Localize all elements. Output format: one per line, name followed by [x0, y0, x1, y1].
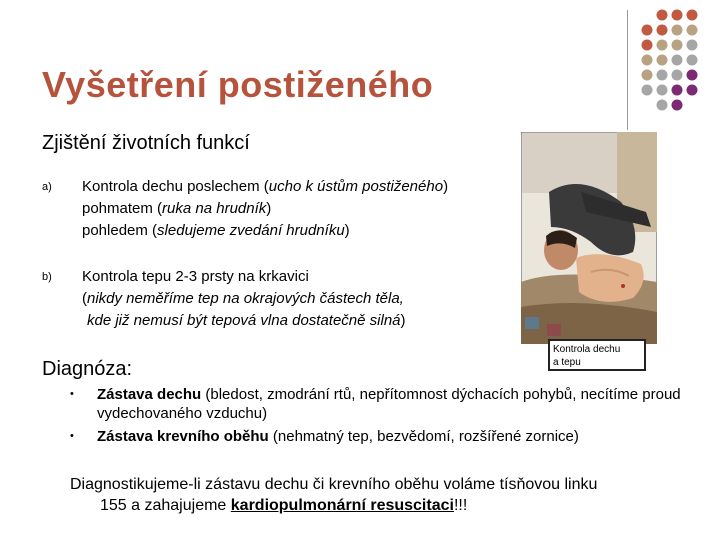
item-a-line-1: Kontrola dechu poslechem (ucho k ústům postiženého)	[82, 178, 449, 195]
decor-dot	[642, 40, 653, 51]
list-item: • Zástava dechu (bledost, zmodrání rtů, nepřítomnost dýchacích pohybů, necítíme proud vydechovaného vzduchu)	[70, 386, 681, 422]
item-b-line-1: Kontrola tepu 2-3 prsty na krkavici	[82, 268, 309, 285]
decor-dot	[672, 85, 683, 96]
item-b-line-3: kde již nemusí být tepová vlna dostatečně silná)	[87, 312, 406, 329]
cpr-photo	[521, 132, 657, 344]
decor-dot	[642, 25, 653, 36]
decor-dot	[672, 25, 683, 36]
list-item: • Zástava krevního oběhu (nehmatný tep, bezvědomí, rozšířené zornice)	[70, 428, 579, 445]
decor-dot	[687, 10, 698, 21]
decor-dot	[642, 55, 653, 66]
decor-dot	[672, 100, 683, 111]
photo-caption: Kontrola dechu a tepu	[548, 339, 646, 371]
decor-dot	[642, 70, 653, 81]
decor-dot	[657, 100, 668, 111]
page-title: Vyšetření postiženého	[42, 64, 434, 105]
decor-dot	[687, 85, 698, 96]
decor-dot	[672, 10, 683, 21]
decor-dot	[657, 10, 668, 21]
decor-dot	[657, 40, 668, 51]
decor-dot	[657, 85, 668, 96]
bullet-icon: •	[70, 388, 74, 400]
decor-vertical-line	[627, 10, 628, 130]
decor-dot	[687, 55, 698, 66]
item-a-line-2: pohmatem (ruka na hrudník)	[82, 200, 272, 217]
bullet-icon: •	[70, 430, 74, 442]
list-marker: b)	[42, 271, 52, 283]
decor-dot	[687, 25, 698, 36]
decor-dot	[672, 55, 683, 66]
decor-dot	[687, 70, 698, 81]
decor-dot	[672, 70, 683, 81]
diagnosis-list	[70, 385, 690, 450]
decor-dot	[642, 85, 653, 96]
diagnosis-heading: Diagnóza:	[42, 358, 133, 380]
decor-dot	[687, 40, 698, 51]
decor-dot	[657, 55, 668, 66]
item-b-line-2: (nikdy neměříme tep na okrajových částech těla,	[82, 290, 404, 307]
cpr-link[interactable]: kardiopulmonární resuscitaci	[230, 497, 454, 514]
item-a-line-3: pohledem (sledujeme zvedání hrudníku)	[82, 222, 350, 239]
dot-grid-icon	[640, 8, 712, 112]
list-marker: a)	[42, 181, 52, 193]
footer-note: Diagnostikujeme-li zástavu dechu či krevního oběhu voláme tísňovou linku 155 a zahajujeme kardiopulmonární resuscitaci!!!	[70, 476, 598, 514]
section-subtitle: Zjištění životních funkcí	[42, 132, 250, 154]
decor-dot	[657, 25, 668, 36]
decor-dot	[672, 40, 683, 51]
decor-dot	[657, 70, 668, 81]
